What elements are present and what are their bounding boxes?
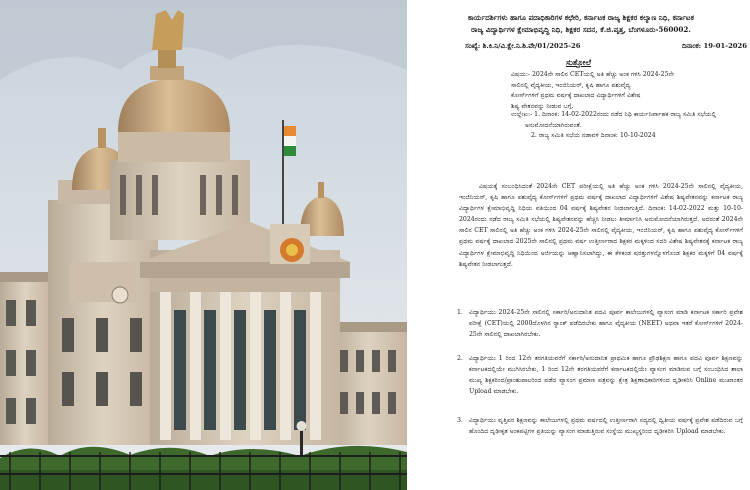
reference-line: [465, 42, 747, 51]
subject-line: ಸಾಲಿನಲ್ಲಿ ವೈದ್ಯಕೀಯ, ಇಂಜಿನಿಯರ್, ಕೃಷಿ ಹಾಗೂ ಪಶುವೈದ್ಯ: [511, 81, 631, 89]
references: [511, 110, 743, 142]
condition-text: ವಿದ್ಯಾರ್ಥಿಯು 2024-25ನೇ ಸಾಲಿನಲ್ಲಿ ಸರ್ಕಾರಿ/ಅನುದಾನಿತ ಪದವಿ ಪೂರ್ವ ಕಾಲೇಜುಗಳಲ್ಲಿ ವ್ಯಾಸಂಗ ಮಾಡಿ ಕರ್ನಾಟಕ ಸರ್ಕಾರಿ ಪ್ರವೇಶ ಪರೀಕ್ಷೆ (CET)ಯಲ್ಲಿ 2000ದೊಳಗಿನ ರ‍್ಯಾಂಕ್ ಪಡೆದಿರಬೇಕು ಹಾಗೂ ವೈದ್ಯಕೀಯ (NEET) ಅಥವಾ ಇತರೆ ಕೋರ್ಸ್‌ಗಳಿಗೆ 2024-25ನೇ ಸಾಲಿನಲ್ಲಿ ದಾಖಲಾಗಿರಬೇಕು.: [469, 309, 743, 338]
circular-document: [407, 0, 750, 490]
subject-line: ಶಿಷ್ಯ ವೇತನವನ್ನು ನೀಡುವ ಬಗ್ಗೆ.: [511, 102, 574, 110]
condition-text: ವಿದ್ಯಾರ್ಥಿಯು ವೃತ್ತಿಪರ ಶಿಕ್ಷಣವನ್ನು ಕಾಲೇಜುಗಳಲ್ಲಿ ಪ್ರಥಮ ವರ್ಷದಲ್ಲಿ ಉತ್ತೀರ್ಣರಾಗಿ ಸದ್ಯದಲ್ಲಿ ದ್ವಿತೀಯ ವರ್ಷಕ್ಕೆ ಪ್ರವೇಶ ಪಡೆದಿರುವ ಬಗ್ಗೆ ಹೊಂದಿದ ದೃಢೀಕೃತ ಅಂಕಪಟ್ಟಿಗಳ ಪ್ರತಿಯನ್ನು ವ್ಯಾಸಂಗ ಮಾಡುತ್ತಿರುವ ಸಂಸ್ಥೆಯ ಮುಖ್ಯಸ್ಥರಿಂದ ದೃಢೀಕರಿಸಿ Upload ಮಾಡಬೇಕು.: [469, 417, 743, 435]
header-line: ರಾಜ್ಯ ವಿದ್ಯಾರ್ಥಿಗಳ ಕ್ಷೇಮಾಭಿವೃದ್ಧಿ ನಿಧಿ, ಶಿಕ್ಷಕರ ಸದನ, ಕೆ.ಜಿ.ವೃತ್ತ, ಬೆಂಗಳೂರು-560002.: [471, 25, 691, 34]
reference-item: 2. ರಾಜ್ಯ ಸಮಿತಿ ಸಭೆಯ ನಡಾವಳಿ ದಿನಾಂಕ: 10-10-2024: [531, 132, 656, 139]
condition-text: ವಿದ್ಯಾರ್ಥಿಯು 1 ರಿಂದ 12ನೇ ತರಗತಿಯವರೆಗೆ ಸರ್ಕಾರಿ/ಅನುದಾನಿತ ಪ್ರಾಥಮಿಕ ಹಾಗೂ ಪ್ರೌಢಶಿಕ್ಷಣ ಹಾಗೂ ಪದವಿ ಪೂರ್ವ ಶಿಕ್ಷಣವನ್ನು ಕರ್ನಾಟಕದಲ್ಲಿಯೇ ಮುಗಿಸಿರಬೇಕು, 1 ರಿಂದ 12ನೇ ತರಗತಿಯವರೆಗೆ ಕರ್ನಾಟಕದಲ್ಲಿಯೇ ವ್ಯಾಸಂಗ ಮಾಡಿರುವ ಬಗ್ಗೆ ಸಂಬಂಧಿಸಿದ ಶಾಲಾ ಮುಖ್ಯ ಶಿಕ್ಷಕರಿಂದ/ಪ್ರಾಂಶುಪಾಲರಿಂದ ಪಡೆದ ವ್ಯಾಸಂಗ ಪ್ರಮಾಣ ಪತ್ರವನ್ನು ಕ್ಷೇತ್ರ ಶಿಕ್ಷಣಾಧಿಕಾರಿಗಳಿಂದ ದೃಢೀಕರಿಸಿ Online ಮುಖಾಂತರ Upload ಮಾಡಬೇಕು.: [469, 355, 743, 395]
condition-item: [457, 307, 743, 340]
condition-number: 3.: [457, 417, 463, 424]
condition-item: [457, 415, 743, 437]
subject-line: ವಿಷಯ:- 2024ನೇ ಸಾಲಿನ CETಯಲ್ಲಿ ಅತಿ ಹೆಚ್ಚು ಅಂಕ ಗಳಿಸಿ 2024-25ನೇ: [511, 71, 674, 78]
document-date: ದಿನಾಂಕ: 19-01-2026: [682, 42, 747, 50]
subject-line: ಕೋರ್ಸ್‌ಗಳಿಗೆ ಪ್ರಥಮ ವರ್ಷಕ್ಕೆ ದಾಖಲಾದ ವಿದ್ಯಾರ್ಥಿಗಳಿಗೆ ವಿಶೇಷ: [511, 92, 641, 99]
memo-title: ಸುತ್ತೋಲೆ: [566, 57, 591, 67]
office-header: [417, 12, 745, 36]
condition-item: [457, 353, 743, 397]
condition-number: 1.: [457, 309, 463, 316]
condition-number: 2.: [457, 355, 463, 362]
header-line: ಕಾರ್ಯದರ್ಶಿಗಳು ಹಾಗೂ ಪದಾಧಿಕಾರಿಗಳ ಕಛೇರಿ, ಕರ್ನಾಟಕ ರಾಜ್ಯ ಶಿಕ್ಷಕರ ಕಲ್ಯಾಣ ನಿಧಿ, ಕರ್ನಾಟಕ: [468, 13, 694, 22]
reference-item: ಉಲ್ಲೇಖ:- 1. ದಿನಾಂಕ: 14-02-2022ರಂದು ನಡೆದ ನಿಧಿ ಕಾರ್ಯನಿರ್ವಾಹಕ ರಾಜ್ಯ ಸಮಿತಿ ಸಭೆಯಲ್ಲಿ ಅನುಮೋದನೆಯಾಗಿರುವಂತೆ.: [511, 111, 717, 129]
subject: [511, 70, 743, 112]
reference-number: ಸಂಖ್ಯೆ: ಶಿ.ಕಿ.ನಿ/ವಿ.ಕ್ಷೇ.ನಿ.ಶಿ.ವೇ/01/2025-26: [465, 42, 581, 50]
body-paragraph: ವಿಷಯಕ್ಕೆ ಸಂಬಂಧಿಸಿದಂತೆ 2024ನೇ CET ಪರೀಕ್ಷೆಯಲ್ಲಿ ಅತಿ ಹೆಚ್ಚು ಅಂಕ ಗಳಿಸಿ 2024-25ನೇ ಸಾಲಿನಲ್ಲಿ ವೈದ್ಯಕೀಯ, ಇಂಜಿನಿಯರ್, ಕೃಷಿ ಹಾಗೂ ಪಶುವೈದ್ಯ ಕೋರ್ಸ್‌ಗಳಿಗೆ ಪ್ರಥಮ ವರ್ಷಕ್ಕೆ ದಾಖಲಾದ ವಿದ್ಯಾರ್ಥಿಗಳಿಗೆ ವಿಶೇಷ ಶಿಷ್ಯವೇತನವನ್ನು ಕರ್ನಾಟಕ ರಾಜ್ಯ ವಿದ್ಯಾರ್ಥಿಗಳ ಕ್ಷೇಮಾಭಿವೃದ್ಧಿ ನಿಧಿಯ ವತಿಯಿಂದ 04 ವರ್ಷಕ್ಕೆ ಶಿಷ್ಯವೇತನ ನೀಡಲಾಗುತ್ತಿದೆ. ದಿನಾಂಕ: 14-02-2022 ಮತ್ತು 10-10-2024ರಂದು ನಡೆದ ರಾಜ್ಯ ಸಮಿತಿ ಸಭೆಯಲ್ಲಿ ಶಿಷ್ಯವೇತನವನ್ನು ಹೆಚ್ಚಿಸಿ ನೀಡಲು ತೀರ್ಮಾನಿಸಿ ಅನುಮೋದನೆಯಾಗಿರುತ್ತದೆ. ಅದರಂತೆ 2024ನೇ ಸಾಲಿನ CET ಸಾಲಿನಲ್ಲಿ ಅತಿ ಹೆಚ್ಚು ಅಂಕ ಗಳಿಸಿ 2024-25ನೇ ಸಾಲಿನಲ್ಲಿ ವೈದ್ಯಕೀಯ, ಇಂಜಿನಿಯರ್, ಕೃಷಿ ಹಾಗೂ ಪಶುವೈದ್ಯ ಕೋರ್ಸ್‌ಗಳಿಗೆ ಪ್ರಥಮ ವರ್ಷಕ್ಕೆ ದಾಖಲಾದ 2025ನೇ ಸಾಲಿನಲ್ಲಿ ಪ್ರಥಮ ವರ್ಷ ಉತ್ತೀರ್ಣರಾದ ಶಿಕ್ಷಕರ ಮಕ್ಕಳಿಂದ ಸದರಿ ವಿಶೇಷ ಶಿಷ್ಯವೇತನಕ್ಕೆ ಕರ್ನಾಟಕ ರಾಜ್ಯ ವಿದ್ಯಾರ್ಥಿಗಳ ಕ್ಷೇಮಾಭಿವೃದ್ಧಿ ನಿಧಿಯಿಂದ ಅರ್ಜಿಯನ್ನು ಆಹ್ವಾನಿಸಲಾಗಿದ್ದು, ಈ ಕೆಳಕಂಡ ಷರತ್ತುಗಳನ್ನೊಳಗೊಂಡ ಶಿಕ್ಷಕರ ಮಕ್ಕಳಿಗೆ 04 ವರ್ಷಕ್ಕೆ ಶಿಷ್ಯವೇತನ ನೀಡಲಾಗುತ್ತದೆ.: [459, 183, 743, 268]
